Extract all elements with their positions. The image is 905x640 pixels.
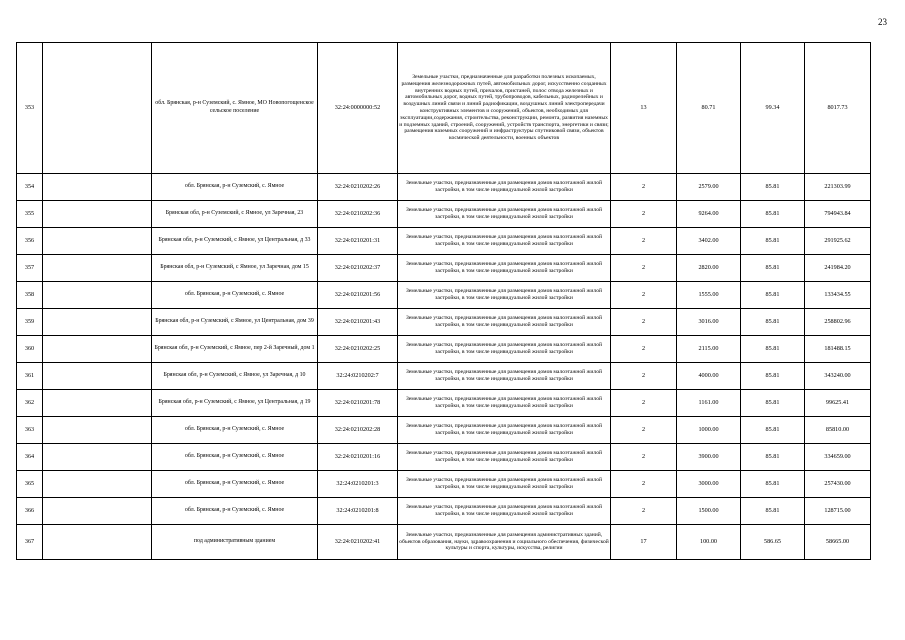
empty-cell: [43, 390, 152, 417]
land-purpose-cell: Земельные участки, предназначенные для размещения домов малоэтажной жилой застройки, в том числе индивидуальной жилой застройки: [398, 255, 611, 282]
area-cell: 3000.00: [677, 471, 741, 498]
table-row: [17, 201, 871, 228]
specific-value-cell: 85.81: [741, 309, 805, 336]
land-purpose-cell: Земельные участки, предназначенные для размещения домов малоэтажной жилой застройки, в том числе индивидуальной жилой застройки: [398, 201, 611, 228]
table-row: [17, 417, 871, 444]
row-number-cell: 355: [17, 201, 43, 228]
cadastral-number-cell: 32:24:0210202:37: [318, 255, 398, 282]
area-cell: 100.00: [677, 525, 741, 560]
address-cell: Брянская обл, р-н Суземский, с Ямное, ул Заречная, 23: [152, 201, 318, 228]
table-row: [17, 309, 871, 336]
address-cell: обл. Брянская, р-н Суземский, с. Ямное: [152, 174, 318, 201]
specific-value-cell: 85.81: [741, 390, 805, 417]
group-code-cell: 2: [611, 201, 677, 228]
land-purpose-cell: Земельные участки, предназначенные для размещения домов малоэтажной жилой застройки, в том числе индивидуальной жилой застройки: [398, 363, 611, 390]
area-cell: 3900.00: [677, 444, 741, 471]
table-row: [17, 471, 871, 498]
cadastral-value-cell: 241984.20: [805, 255, 871, 282]
row-number-cell: 367: [17, 525, 43, 560]
area-cell: 2820.00: [677, 255, 741, 282]
address-cell: Брянская обл, р-н Суземский, с Ямное, ул Центральная, дом 39: [152, 309, 318, 336]
empty-cell: [43, 444, 152, 471]
group-code-cell: 2: [611, 363, 677, 390]
address-cell: Брянская обл, р-н Суземский, с Ямное, пер 2-й Заречный, дом 1: [152, 336, 318, 363]
cadastral-number-cell: 32:24:0210201:31: [318, 228, 398, 255]
specific-value-cell: 85.81: [741, 363, 805, 390]
area-cell: 9264.00: [677, 201, 741, 228]
land-purpose-cell: Земельные участки, предназначенные для разработки полезных ископаемых, размещения железнодорожных путей, автомобильных дорог, искусственно созданных внутренних водных путей, причалов, пристаней, полос отвода железных и автомобильных дорог, водных путей, трубопроводов, кабельных, радиорелейных и воздушных линий связи и линий радиофикации, воздушных линий электропередачи конструктивных элементов и сооружений, объектов, необходимых для эксплуатации,содержания, строительства, реконструкции, ремонта, развития наземных и подземных зданий, строений, сооружений, устройств транспорта, энергетики и связи; размещения наземных сооружений и инфраструктуры спутниковой связи, объектов космической деятельности, военных объектов: [398, 43, 611, 174]
table-row: [17, 525, 871, 560]
row-number-cell: 360: [17, 336, 43, 363]
empty-cell: [43, 255, 152, 282]
cadastral-value-cell: 8017.73: [805, 43, 871, 174]
cadastral-value-cell: 291925.62: [805, 228, 871, 255]
row-number-cell: 353: [17, 43, 43, 174]
empty-cell: [43, 417, 152, 444]
group-code-cell: 2: [611, 282, 677, 309]
land-purpose-cell: Земельные участки, предназначенные для размещения домов малоэтажной жилой застройки, в том числе индивидуальной жилой застройки: [398, 498, 611, 525]
specific-value-cell: 85.81: [741, 174, 805, 201]
specific-value-cell: 85.81: [741, 336, 805, 363]
table-row: [17, 255, 871, 282]
area-cell: 2115.00: [677, 336, 741, 363]
specific-value-cell: 85.81: [741, 417, 805, 444]
row-number-cell: 364: [17, 444, 43, 471]
table-row: [17, 228, 871, 255]
cadastral-value-cell: 257430.00: [805, 471, 871, 498]
land-purpose-cell: Земельные участки, предназначенные для размещения домов малоэтажной жилой застройки, в том числе индивидуальной жилой застройки: [398, 336, 611, 363]
empty-cell: [43, 363, 152, 390]
empty-cell: [43, 43, 152, 174]
area-cell: 80.71: [677, 43, 741, 174]
empty-cell: [43, 309, 152, 336]
land-purpose-cell: Земельные участки, предназначенные для размещения домов малоэтажной жилой застройки, в том числе индивидуальной жилой застройки: [398, 228, 611, 255]
address-cell: под административным зданием: [152, 525, 318, 560]
empty-cell: [43, 471, 152, 498]
address-cell: Брянская обл, р-н Суземский, с Ямное, ул Заречная, д 10: [152, 363, 318, 390]
cadastral-value-cell: 133434.55: [805, 282, 871, 309]
empty-cell: [43, 498, 152, 525]
cadastral-value-cell: 794943.84: [805, 201, 871, 228]
cadastral-value-cell: 85810.00: [805, 417, 871, 444]
cadastral-number-cell: 32:24:0000000:52: [318, 43, 398, 174]
land-purpose-cell: Земельные участки, предназначенные для размещения домов малоэтажной жилой застройки, в том числе индивидуальной жилой застройки: [398, 282, 611, 309]
specific-value-cell: 586.65: [741, 525, 805, 560]
page-number: 23: [878, 17, 887, 27]
land-purpose-cell: Земельные участки, предназначенные для размещения домов малоэтажной жилой застройки, в том числе индивидуальной жилой застройки: [398, 417, 611, 444]
address-cell: Брянская обл, р-н Суземский, с Ямное, ул Центральная, д 19: [152, 390, 318, 417]
row-number-cell: 363: [17, 417, 43, 444]
address-cell: обл. Брянская, р-н Суземский, с. Ямное: [152, 471, 318, 498]
specific-value-cell: 85.81: [741, 471, 805, 498]
row-number-cell: 357: [17, 255, 43, 282]
row-number-cell: 361: [17, 363, 43, 390]
cadastral-number-cell: 32:24:0210202:28: [318, 417, 398, 444]
cadastral-value-cell: 181488.15: [805, 336, 871, 363]
table-row: [17, 444, 871, 471]
group-code-cell: 2: [611, 336, 677, 363]
group-code-cell: 2: [611, 390, 677, 417]
area-cell: 2579.00: [677, 174, 741, 201]
empty-cell: [43, 174, 152, 201]
cadastral-number-cell: 32:24:0210201:43: [318, 309, 398, 336]
cadastral-number-cell: 32:24:0210202:41: [318, 525, 398, 560]
group-code-cell: 2: [611, 471, 677, 498]
row-number-cell: 365: [17, 471, 43, 498]
group-code-cell: 2: [611, 498, 677, 525]
cadastral-value-cell: 99625.41: [805, 390, 871, 417]
cadastral-number-cell: 32:24:0210201:3: [318, 471, 398, 498]
cadastral-value-cell: 258802.96: [805, 309, 871, 336]
table-row: [17, 282, 871, 309]
empty-cell: [43, 525, 152, 560]
address-cell: обл. Брянская, р-н Суземский, с. Ямное: [152, 282, 318, 309]
cadastral-number-cell: 32:24:0210201:56: [318, 282, 398, 309]
specific-value-cell: 85.81: [741, 498, 805, 525]
land-purpose-cell: Земельные участки, предназначенные для размещения административных зданий, объектов образования, науки, здравоохранения и социального обеспечения, физической культуры и спорта, культуры, искусства, религии: [398, 525, 611, 560]
area-cell: 4000.00: [677, 363, 741, 390]
row-number-cell: 362: [17, 390, 43, 417]
address-cell: Брянская обл, р-н Суземский, с Ямное, ул Центральная, д 33: [152, 228, 318, 255]
address-cell: обл. Брянская, р-н Суземский, с. Ямное: [152, 498, 318, 525]
area-cell: 1161.00: [677, 390, 741, 417]
cadastral-number-cell: 32:24:0210202:25: [318, 336, 398, 363]
row-number-cell: 354: [17, 174, 43, 201]
table-row: [17, 43, 871, 174]
cadastral-value-cell: 334659.00: [805, 444, 871, 471]
cadastral-value-cell: 128715.00: [805, 498, 871, 525]
cadastral-value-cell: 221303.99: [805, 174, 871, 201]
table-row: [17, 390, 871, 417]
table-row: [17, 336, 871, 363]
area-cell: 1555.00: [677, 282, 741, 309]
specific-value-cell: 85.81: [741, 255, 805, 282]
group-code-cell: 2: [611, 417, 677, 444]
area-cell: 3402.00: [677, 228, 741, 255]
address-cell: обл. Брянская, р-н Суземский, с. Ямное: [152, 417, 318, 444]
cadastral-number-cell: 32:24:0210202:7: [318, 363, 398, 390]
table-row: [17, 174, 871, 201]
area-cell: 1000.00: [677, 417, 741, 444]
table-row: [17, 363, 871, 390]
address-cell: обл. Брянская, р-н Суземский, с. Ямное: [152, 444, 318, 471]
group-code-cell: 2: [611, 255, 677, 282]
cadastral-number-cell: 32:24:0210202:26: [318, 174, 398, 201]
group-code-cell: 2: [611, 444, 677, 471]
group-code-cell: 13: [611, 43, 677, 174]
land-purpose-cell: Земельные участки, предназначенные для размещения домов малоэтажной жилой застройки, в том числе индивидуальной жилой застройки: [398, 471, 611, 498]
empty-cell: [43, 201, 152, 228]
land-purpose-cell: Земельные участки, предназначенные для размещения домов малоэтажной жилой застройки, в том числе индивидуальной жилой застройки: [398, 444, 611, 471]
cadastral-value-cell: 343240.00: [805, 363, 871, 390]
group-code-cell: 2: [611, 174, 677, 201]
specific-value-cell: 99.34: [741, 43, 805, 174]
row-number-cell: 359: [17, 309, 43, 336]
land-purpose-cell: Земельные участки, предназначенные для размещения домов малоэтажной жилой застройки, в том числе индивидуальной жилой застройки: [398, 174, 611, 201]
specific-value-cell: 85.81: [741, 444, 805, 471]
empty-cell: [43, 228, 152, 255]
address-cell: обл. Брянская, р-н Суземский, с. Ямное, МО Новопогощенское сельское поселение: [152, 43, 318, 174]
row-number-cell: 356: [17, 228, 43, 255]
land-parcels-table: [16, 42, 871, 560]
cadastral-number-cell: 32:24:0210201:78: [318, 390, 398, 417]
specific-value-cell: 85.81: [741, 282, 805, 309]
cadastral-number-cell: 32:24:0210201:16: [318, 444, 398, 471]
group-code-cell: 2: [611, 309, 677, 336]
address-cell: Брянская обл, р-н Суземский, с Ямное, ул Заречная, дом 15: [152, 255, 318, 282]
cadastral-value-cell: 58665.00: [805, 525, 871, 560]
table-body: [17, 43, 871, 560]
land-purpose-cell: Земельные участки, предназначенные для размещения домов малоэтажной жилой застройки, в том числе индивидуальной жилой застройки: [398, 309, 611, 336]
row-number-cell: 358: [17, 282, 43, 309]
empty-cell: [43, 282, 152, 309]
row-number-cell: 366: [17, 498, 43, 525]
cadastral-number-cell: 32:24:0210201:8: [318, 498, 398, 525]
specific-value-cell: 85.81: [741, 228, 805, 255]
specific-value-cell: 85.81: [741, 201, 805, 228]
area-cell: 3016.00: [677, 309, 741, 336]
area-cell: 1500.00: [677, 498, 741, 525]
group-code-cell: 2: [611, 228, 677, 255]
empty-cell: [43, 336, 152, 363]
land-purpose-cell: Земельные участки, предназначенные для размещения домов малоэтажной жилой застройки, в том числе индивидуальной жилой застройки: [398, 390, 611, 417]
cadastral-number-cell: 32:24:0210202:36: [318, 201, 398, 228]
table-row: [17, 498, 871, 525]
group-code-cell: 17: [611, 525, 677, 560]
